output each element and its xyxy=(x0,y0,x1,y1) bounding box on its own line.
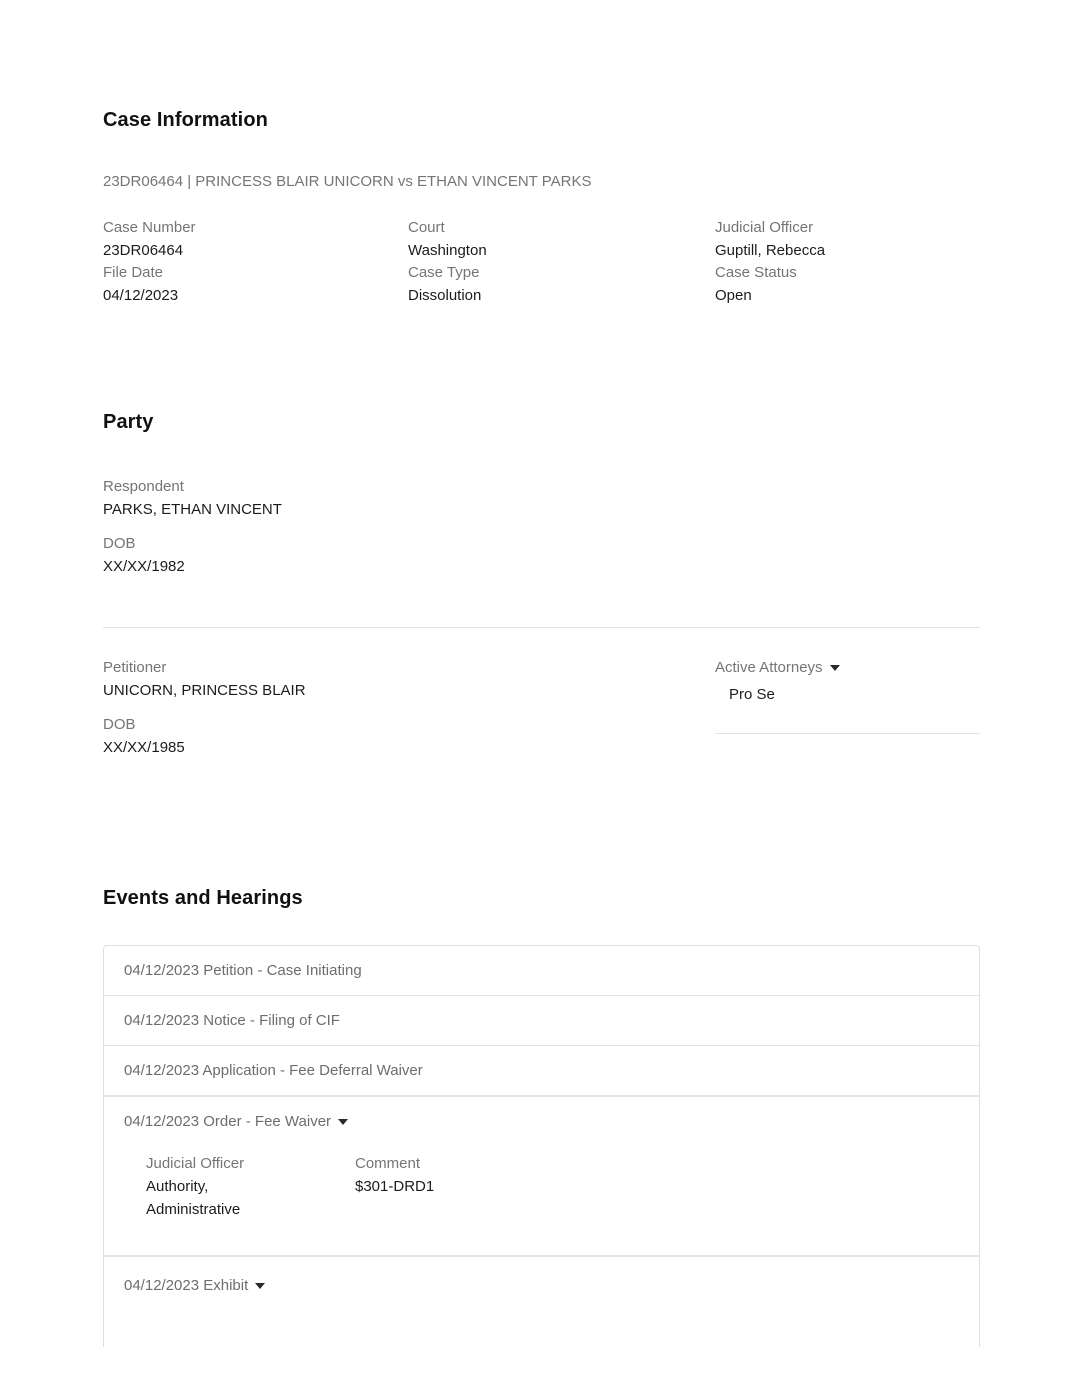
event-row-petition[interactable] xyxy=(104,946,979,996)
detail-comment xyxy=(355,1153,959,1221)
attorneys-divider xyxy=(715,733,980,734)
field-label: File Date xyxy=(103,264,164,281)
field-court xyxy=(408,217,715,262)
events-list xyxy=(103,945,980,1347)
event-details xyxy=(124,1153,959,1221)
detail-value: Authority, Administrative xyxy=(146,1178,241,1218)
event-text: 04/12/2023 Exhibit xyxy=(124,1277,249,1294)
field-file-date xyxy=(103,262,408,307)
event-expand-toggle[interactable] xyxy=(124,1275,959,1297)
detail-value: $301-DRD1 xyxy=(355,1178,435,1195)
event-row-application[interactable] xyxy=(104,1046,979,1096)
event-text: 04/12/2023 Application - Fee Deferral Waiver xyxy=(124,1062,423,1079)
event-expand-toggle[interactable] xyxy=(124,1111,959,1133)
event-text: 04/12/2023 Order - Fee Waiver xyxy=(124,1113,332,1130)
party-name: UNICORN, PRINCESS BLAIR xyxy=(103,682,306,699)
chevron-down-icon xyxy=(255,1283,265,1289)
party-petitioner-row xyxy=(103,657,980,759)
field-case-status xyxy=(715,262,980,307)
field-value: Open xyxy=(715,287,752,304)
events-section xyxy=(103,886,980,1347)
field-label: Court xyxy=(408,219,445,236)
events-title: Events and Hearings xyxy=(103,887,303,909)
event-text: 04/12/2023 Notice - Filing of CIF xyxy=(124,1012,340,1029)
active-attorneys-block xyxy=(715,657,980,759)
party-title: Party xyxy=(103,411,154,433)
field-label: Case Number xyxy=(103,219,196,236)
field-judicial-officer xyxy=(715,217,980,262)
party-petitioner xyxy=(103,657,715,759)
event-row-notice[interactable] xyxy=(104,996,979,1046)
field-label: Judicial Officer xyxy=(715,219,814,236)
party-name: PARKS, ETHAN VINCENT xyxy=(103,501,282,518)
field-case-number xyxy=(103,217,408,262)
field-label: Case Status xyxy=(715,264,797,281)
chevron-down-icon xyxy=(830,665,840,671)
party-section xyxy=(103,410,980,759)
field-value: Dissolution xyxy=(408,287,482,304)
case-fields-grid xyxy=(103,217,980,307)
detail-label: Comment xyxy=(355,1155,421,1172)
event-text: 04/12/2023 Petition - Case Initiating xyxy=(124,962,362,979)
dob-label: DOB xyxy=(103,535,136,552)
attorney-name: Pro Se xyxy=(729,686,775,703)
dob-value: XX/XX/1985 xyxy=(103,739,185,756)
detail-label: Judicial Officer xyxy=(146,1155,245,1172)
field-value: 23DR06464 xyxy=(103,242,184,259)
party-role-label: Petitioner xyxy=(103,659,167,676)
dob-value: XX/XX/1982 xyxy=(103,558,185,575)
chevron-down-icon xyxy=(338,1119,348,1125)
field-value: 04/12/2023 xyxy=(103,287,179,304)
dob-label: DOB xyxy=(103,716,136,733)
field-value: Guptill, Rebecca xyxy=(715,242,826,259)
field-value: Washington xyxy=(408,242,487,259)
event-card-order-fee-waiver xyxy=(104,1096,979,1256)
party-respondent xyxy=(103,476,980,578)
active-attorneys-label: Active Attorneys xyxy=(715,659,823,676)
active-attorneys-dropdown[interactable] xyxy=(715,657,980,679)
case-header: 23DR06464 | PRINCESS BLAIR UNICORN vs ETHAN VINCENT PARKS xyxy=(103,173,592,190)
detail-judicial-officer xyxy=(146,1153,355,1221)
party-divider xyxy=(103,627,980,628)
case-information-title: Case Information xyxy=(103,109,268,131)
party-role-label: Respondent xyxy=(103,478,184,495)
field-case-type xyxy=(408,262,715,307)
case-information-section xyxy=(103,108,980,307)
event-card-exhibit xyxy=(104,1256,979,1347)
field-label: Case Type xyxy=(408,264,480,281)
